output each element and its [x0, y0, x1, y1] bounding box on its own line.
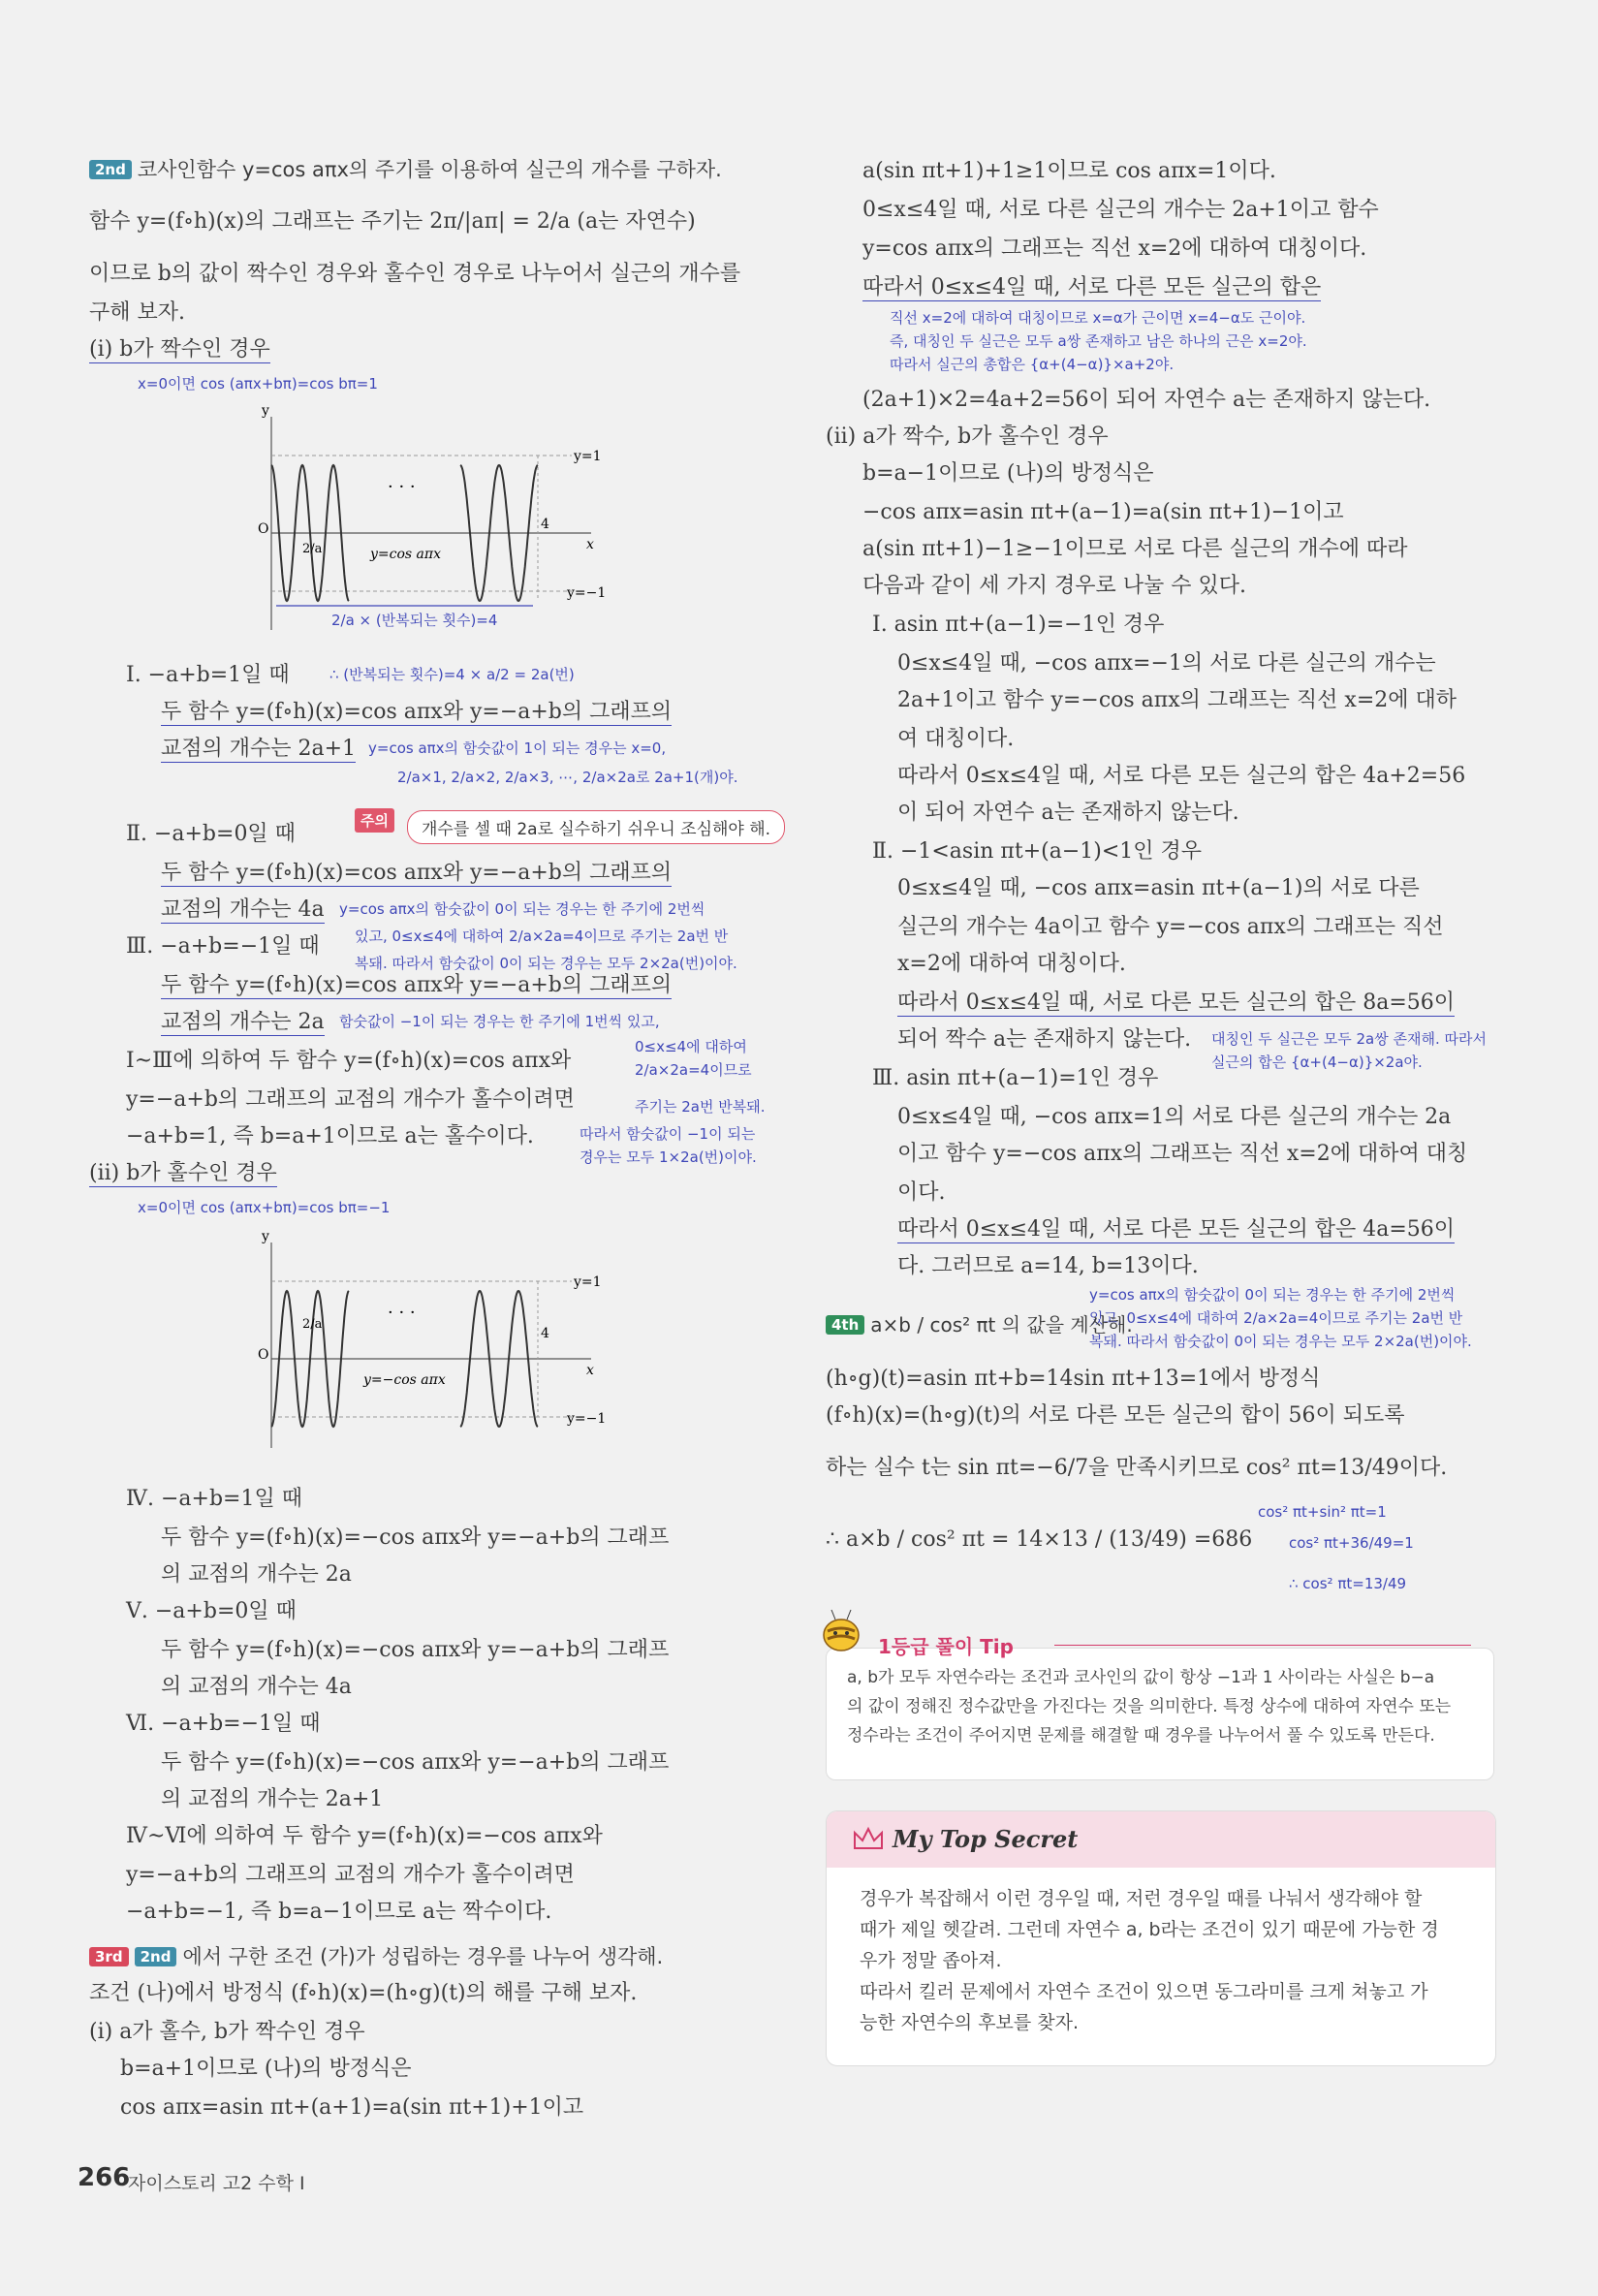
r-sIII-note-1: y=cos aπx의 함숫값이 0이 되는 경우는 한 주기에 2번씩 — [1089, 1286, 1456, 1304]
r-case2-5: 다음과 같이 세 가지 경우로 나눌 수 있다. — [862, 574, 1246, 598]
step3-line-2: (i) a가 홀수, b가 짝수인 경우 — [89, 2020, 365, 2044]
summary-IV-3: −a+b=−1, 즉 b=a−1이므로 a는 짝수이다. — [126, 1900, 552, 1924]
r-sIII-1: 0≤x≤4일 때, −cos aπx=1의 서로 다른 실근의 개수는 2a — [897, 1105, 1452, 1129]
r-sI-1: 0≤x≤4일 때, −cos aπx=−1의 서로 다른 실근의 개수는 — [897, 651, 1436, 676]
secret-line-5: 능한 자연수의 후보를 찾자. — [860, 2012, 1080, 2033]
tip-line-2: 의 값이 정해진 정수값만을 가진다는 것을 의미한다. 특정 상수에 대하여 자연수 또는 — [847, 1697, 1452, 1716]
origin-2: O — [258, 1347, 269, 1363]
r-sIII-4: 따라서 0≤x≤4일 때, 서로 다른 모든 실근의 합은 4a=56이 — [897, 1217, 1456, 1242]
r-sI-3: 여 대칭이다. — [897, 727, 1015, 751]
summary-I-1: Ⅰ~Ⅲ에 의하여 두 함수 y=(f∘h)(x)=cos aπx와 — [126, 1049, 572, 1073]
r-sI-2: 2a+1이고 함수 y=−cos aπx의 그래프는 직선 x=2에 대하 — [897, 688, 1457, 712]
curve-label-2: y=−cos aπx — [363, 1372, 446, 1388]
tip-line-1: a, b가 모두 자연수라는 조건과 코사인의 값이 항상 −1과 1 사이라는 사실은 b−a — [847, 1668, 1435, 1687]
r-sIII-note-3: 복돼. 따라서 함숫값이 0이 되는 경우는 모두 2×2a(번)이야. — [1089, 1333, 1472, 1350]
top-secret-title: My Top Secret — [893, 1825, 1079, 1853]
dots-2: · · · — [388, 1303, 416, 1323]
r-sII-5: 되어 짝수 a는 존재하지 않는다. — [897, 1027, 1192, 1052]
axis-y-2: y — [262, 1229, 269, 1244]
label-four: 4 — [541, 517, 549, 532]
case-I-head: Ⅰ. −a+b=1일 때 — [126, 663, 290, 687]
r-sII-2: 실근의 개수는 4a이고 함수 y=−cos aπx의 그래프는 직선 — [897, 915, 1444, 939]
warning-box: 개수를 셀 때 2a로 실수하기 쉬우니 조심해야 해. — [407, 810, 785, 844]
case-III-line-1: 두 함수 y=(f∘h)(x)=cos aπx와 y=−a+b의 그래프의 — [161, 973, 673, 997]
case-I-note-2: 2/a×1, 2/a×2, 2/a×3, ⋯, 2/a×2a로 2a+1(개)야. — [397, 769, 738, 786]
tip-title: 1등급 풀이 Tip — [878, 1635, 1014, 1658]
case-VI-line-2: 의 교점의 개수는 2a+1 — [161, 1787, 384, 1811]
label-four-2: 4 — [541, 1326, 549, 1341]
step3-line-4: cos aπx=asin πt+(a+1)=a(sin πt+1)+1이고 — [120, 2095, 584, 2120]
step3-heading: 3rd 2nd 에서 구한 조건 (가)가 성립하는 경우를 나누어 생각해. — [89, 1942, 663, 1971]
curve-label: y=cos aπx — [370, 547, 441, 562]
summary-IV-1: Ⅳ~Ⅵ에 의하여 두 함수 y=(f∘h)(x)=−cos aπx와 — [126, 1824, 603, 1848]
dots: · · · — [388, 477, 416, 497]
case-VI-head: Ⅵ. −a+b=−1일 때 — [126, 1712, 321, 1736]
intro-line-2: 이므로 b의 값이 짝수인 경우와 홀수인 경우로 나누어서 실근의 개수를 — [89, 262, 741, 286]
case-IV-line-1: 두 함수 y=(f∘h)(x)=−cos aπx와 y=−a+b의 그래프 — [161, 1525, 670, 1550]
r-case2-3: −cos aπx=asin πt+(a−1)=a(sin πt+1)−1이고 — [862, 500, 1344, 524]
r-step4-note-1: cos² πt+sin² πt=1 — [1258, 1503, 1387, 1521]
r-case2-4: a(sin πt+1)−1≥−1이므로 서로 다른 실근의 개수에 따라 — [862, 537, 1408, 561]
origin: O — [258, 521, 269, 537]
case-III-note-6: 경우는 모두 1×2a(번)이야. — [580, 1148, 757, 1166]
case-I-line-2: 교점의 개수는 2a+1 — [161, 737, 357, 761]
period-label: 2/a — [302, 542, 323, 556]
r-top-2: 0≤x≤4일 때, 서로 다른 실근의 개수는 2a+1이고 함수 — [862, 198, 1379, 222]
r-sI-5: 이 되어 자연수 a는 존재하지 않는다. — [897, 801, 1239, 825]
case-III-note-3: 2/a×2a=4이므로 — [635, 1061, 752, 1079]
case-I-side: ∴ (반복되는 횟수)=4 × a/2 = 2a(번) — [329, 666, 575, 683]
case-III-line-2: 교점의 개수는 2a — [161, 1010, 325, 1034]
r-sII-1: 0≤x≤4일 때, −cos aπx=asin πt+(a−1)의 서로 다른 — [897, 876, 1420, 900]
case-IV-line-2: 의 교점의 개수는 2a — [161, 1562, 352, 1587]
case-ii-label: (ii) b가 홀수인 경우 — [89, 1161, 277, 1185]
bee-icon — [814, 1604, 868, 1658]
r-top-1: a(sin πt+1)+1≥1이므로 cos aπx=1이다. — [862, 159, 1276, 183]
top-secret-header — [827, 1811, 1495, 1868]
r-top-note-2: 즉, 대칭인 두 실근은 모두 a쌍 존재하고 남은 하나의 근은 x=2야. — [890, 332, 1307, 350]
case-II-note-2: 있고, 0≤x≤4에 대하여 2/a×2a=4이므로 주기는 2a번 반 — [355, 928, 729, 945]
r-top-3: y=cos aπx의 그래프는 직선 x=2에 대하여 대칭이다. — [862, 236, 1367, 261]
case-V-head: Ⅴ. −a+b=0일 때 — [126, 1599, 297, 1623]
intro-line-3: 구해 보자. — [89, 300, 185, 325]
warning-flag: 주의 — [355, 808, 394, 833]
intro-line-1: 함수 y=(f∘h)(x)의 그래프는 주기는 2π/|aπ| = 2/a (a는 자연수) — [89, 209, 696, 234]
r-sIII-3: 이다. — [897, 1180, 946, 1205]
r-step4-2: (f∘h)(x)=(h∘g)(t)의 서로 다른 모든 실근의 합이 56이 되도록 — [826, 1403, 1405, 1428]
tip-rule — [1054, 1645, 1471, 1646]
secret-line-2: 때가 제일 헷갈려. 그런데 자연수 a, b라는 조건이 있기 때문에 가능한 경 — [860, 1919, 1439, 1940]
r-sII-note-1: 대칭인 두 실근은 모두 2a쌍 존재해. 따라서 — [1211, 1030, 1487, 1048]
secret-line-3: 우가 정말 좁아져. — [860, 1950, 1002, 1971]
r-sIII-note-2: 있고, 0≤x≤4에 대하여 2/a×2a=4이므로 주기는 2a번 반 — [1089, 1309, 1463, 1327]
step-badge: 2nd — [89, 160, 132, 179]
case-III-note-4: 주기는 2a번 반복돼. — [635, 1098, 766, 1116]
summary-I-2: y=−a+b의 그래프의 교점의 개수가 홀수이려면 — [126, 1087, 575, 1112]
tip-line-3: 정수라는 조건이 주어지면 문제를 해결할 때 경우를 나누어서 풀 수 있도록 만든다. — [847, 1726, 1435, 1746]
r-sIII-0: Ⅲ. asin πt+(a−1)=1인 경우 — [872, 1066, 1159, 1090]
secret-line-4: 따라서 킬러 문제에서 자연수 조건이 있으면 동그라미를 크게 쳐놓고 가 — [860, 1981, 1428, 2002]
axis-y: y — [262, 403, 269, 419]
case-i-note: x=0이면 cos (aπx+bπ)=cos bπ=1 — [138, 375, 378, 393]
r-top-note-1: 직선 x=2에 대하여 대칭이므로 x=α가 근이면 x=4−α도 근이야. — [890, 309, 1306, 327]
case-IV-head: Ⅳ. −a+b=1일 때 — [126, 1487, 302, 1511]
case-ii-note: x=0이면 cos (aπx+bπ)=cos bπ=−1 — [138, 1199, 391, 1216]
r-top-4: 따라서 0≤x≤4일 때, 서로 다른 모든 실근의 합은 — [862, 275, 1322, 299]
page-number: 266 — [78, 2163, 131, 2192]
r-sII-0: Ⅱ. −1<asin πt+(a−1)<1인 경우 — [872, 839, 1203, 864]
period-label-2: 2/a — [302, 1317, 323, 1332]
r-sII-3: x=2에 대하여 대칭이다. — [897, 952, 1126, 976]
r-step4-note-3: ∴ cos² πt=13/49 — [1289, 1575, 1407, 1592]
label-ym1: y=−1 — [567, 585, 607, 601]
label-y1: y=1 — [574, 449, 602, 464]
case-III-note-2: 0≤x≤4에 대하여 — [635, 1038, 747, 1055]
case-II-line-1: 두 함수 y=(f∘h)(x)=cos aπx와 y=−a+b의 그래프의 — [161, 861, 673, 885]
step3-line-1: 조건 (나)에서 방정식 (f∘h)(x)=(h∘g)(t)의 해를 구해 보자. — [89, 1981, 638, 2005]
final-equation: ∴ a×b / cos² πt = 14×13 / (13/49) =686 — [826, 1527, 1253, 1552]
summary-I-3: −a+b=1, 즉 b=a+1이므로 a는 홀수이다. — [126, 1124, 534, 1148]
case-III-note-5: 따라서 함숫값이 −1이 되는 — [580, 1125, 756, 1143]
case-III-note-1: 함숫값이 −1이 되는 경우는 한 주기에 1번씩 있고, — [339, 1013, 660, 1030]
r-sIII-5: 다. 그러므로 a=14, b=13이다. — [897, 1254, 1199, 1278]
r-sIII-2: 이고 함수 y=−cos aπx의 그래프는 직선 x=2에 대하여 대칭 — [897, 1142, 1468, 1166]
label-y1-2: y=1 — [574, 1274, 602, 1290]
neg-cos-graph-odd — [242, 1223, 630, 1456]
r-step4-3: 하는 실수 t는 sin πt=−6/7을 만족시키므로 cos² πt=13/49이다. — [826, 1456, 1448, 1480]
r-step4-1: (h∘g)(t)=asin πt+b=14sin πt+13=1에서 방정식 — [826, 1367, 1321, 1391]
axis-x: x — [586, 537, 594, 552]
case-II-note-3: 복돼. 따라서 함숫값이 0이 되는 경우는 모두 2×2a(번)이야. — [355, 955, 737, 972]
r-sII-4: 따라서 0≤x≤4일 때, 서로 다른 모든 실근의 합은 8a=56이 — [897, 991, 1456, 1015]
case-V-line-2: 의 교점의 개수는 4a — [161, 1675, 352, 1699]
step3-line-3: b=a+1이므로 (나)의 방정식은 — [120, 2057, 412, 2081]
book-title: 자이스토리 고2 수학 I — [128, 2173, 305, 2194]
r-sI-0: Ⅰ. asin πt+(a−1)=−1인 경우 — [872, 613, 1165, 637]
axis-x-2: x — [586, 1363, 594, 1378]
r-top-end: (2a+1)×2=4a+2=56이 되어 자연수 a는 존재하지 않는다. — [862, 388, 1431, 412]
step4-heading: 4th a×b / cos² πt 의 값을 계산해. — [826, 1310, 1133, 1339]
r-case2-2: b=a−1이므로 (나)의 방정식은 — [862, 461, 1154, 486]
repeat-note: 2/a × (반복되는 횟수)=4 — [331, 612, 498, 629]
step2-heading: 2nd 코사인함수 y=cos aπx의 주기를 이용하여 실근의 개수를 구하자. — [89, 155, 722, 184]
r-step4-note-2: cos² πt+36/49=1 — [1289, 1534, 1414, 1552]
case-II-head: Ⅱ. −a+b=0일 때 — [126, 822, 296, 846]
r-top-note-3: 따라서 실근의 총합은 {α+(4−α)}×a+2야. — [890, 356, 1175, 373]
case-III-head: Ⅲ. −a+b=−1일 때 — [126, 934, 320, 959]
r-sI-4: 따라서 0≤x≤4일 때, 서로 다른 모든 실근의 합은 4a+2=56 — [897, 764, 1466, 788]
case-I-note-1: y=cos aπx의 함숫값이 1이 되는 경우는 x=0, — [368, 739, 667, 757]
r-sII-note-2: 실근의 합은 {α+(4−α)}×2a야. — [1211, 1054, 1423, 1071]
case-V-line-1: 두 함수 y=(f∘h)(x)=−cos aπx와 y=−a+b의 그래프 — [161, 1638, 670, 1662]
case-VI-line-1: 두 함수 y=(f∘h)(x)=−cos aπx와 y=−a+b의 그래프 — [161, 1750, 670, 1775]
label-ym1-2: y=−1 — [567, 1411, 607, 1427]
secret-line-1: 경우가 복잡해서 이런 경우일 때, 저런 경우일 때를 나눠서 생각해야 할 — [860, 1888, 1423, 1909]
case-II-note-1: y=cos aπx의 함숫값이 0이 되는 경우는 한 주기에 2번씩 — [339, 900, 705, 918]
case-i-label: (i) b가 짝수인 경우 — [89, 337, 270, 362]
case-II-line-2: 교점의 개수는 4a — [161, 897, 325, 922]
case-I-line-1: 두 함수 y=(f∘h)(x)=cos aπx와 y=−a+b의 그래프의 — [161, 700, 673, 724]
r-case2-1: (ii) a가 짝수, b가 홀수인 경우 — [826, 425, 1109, 449]
crown-icon — [852, 1825, 885, 1852]
summary-IV-2: y=−a+b의 그래프의 교점의 개수가 홀수이려면 — [126, 1863, 575, 1887]
top-secret-box — [826, 1810, 1496, 2066]
